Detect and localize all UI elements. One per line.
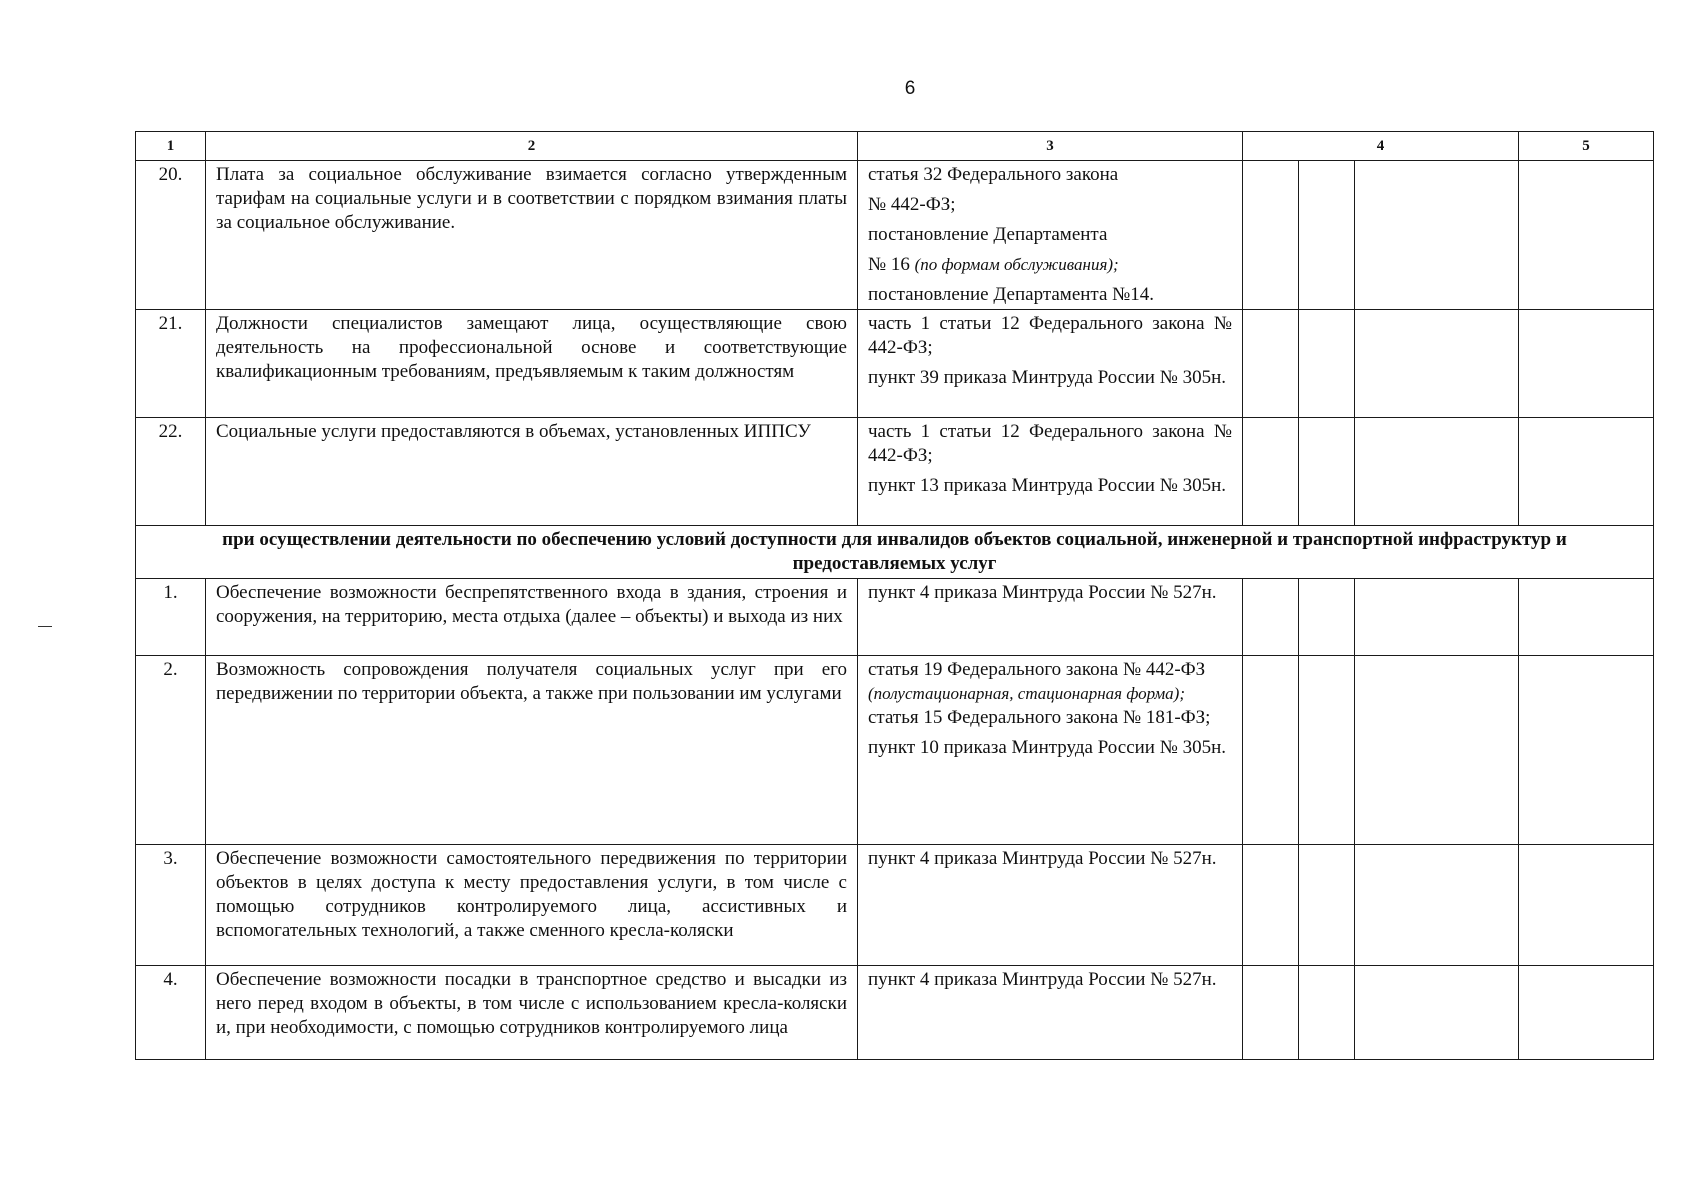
legal-reference [868,193,1232,217]
check-cell-4c [1355,966,1519,1060]
requirement-text: Обеспечение возможности беспрепятственного входа в здания, строения и сооружения, на территорию, места отдыха (далее – объекты) и выхода из них [206,579,858,656]
section-heading: при осуществлении деятельности по обеспечению условий доступности для инвалидов объектов социальной, инженерной и транспортной инфраструктур и предоставляемых услуг [136,526,1654,579]
legal-reference [868,847,1232,871]
legal-reference [868,682,1232,706]
reference-text: статья 19 Федерального закона № 442-ФЗ [868,659,1206,680]
check-cell-4a [1243,579,1299,656]
header-col-3: 3 [858,132,1243,161]
check-cell-4b [1299,845,1355,966]
row-number: 3. [136,845,206,966]
requirement-text: Возможность сопровождения получателя социальных услуг при его передвижении по территории объекта, а также при пользовании им услугами [206,656,858,845]
check-cell-4a [1243,966,1299,1060]
check-cell-5 [1519,579,1654,656]
legal-reference [868,581,1232,605]
check-cell-4b [1299,656,1355,845]
header-col-4: 4 [1243,132,1519,161]
legal-reference [868,283,1232,307]
table-row [136,579,1654,656]
header-col-2: 2 [206,132,858,161]
check-cell-5 [1519,966,1654,1060]
table-row [136,845,1654,966]
reference-text: часть 1 статьи 12 Федерального закона № 442-ФЗ; [868,313,1232,358]
check-cell-5 [1519,418,1654,526]
legal-reference-cell [858,579,1243,656]
check-cell-4b [1299,966,1355,1060]
reference-text: статья 15 Федерального закона № 181-ФЗ; [868,707,1211,728]
legal-reference-cell [858,845,1243,966]
legal-reference [868,366,1232,390]
legal-reference [868,658,1232,682]
reference-text: пункт 4 приказа Минтруда России № 527н. [868,848,1217,869]
reference-text: статья 32 Федерального закона [868,164,1119,185]
check-cell-5 [1519,161,1654,310]
header-row [136,132,1654,161]
check-cell-5 [1519,656,1654,845]
reference-text: постановление Департамента №14. [868,284,1155,305]
row-number: 21. [136,310,206,418]
check-cell-4c [1355,656,1519,845]
reference-text: № 442-ФЗ; [868,194,956,215]
legal-reference [868,474,1232,498]
table-body [136,161,1654,1060]
requirement-text: Плата за социальное обслуживание взимается согласно утвержденным тарифам на социальные услуги и в соответствии с порядком взимания платы за социальное обслуживание. [206,161,858,310]
check-cell-4a [1243,845,1299,966]
check-cell-4b [1299,310,1355,418]
check-cell-5 [1519,310,1654,418]
row-number: 4. [136,966,206,1060]
reference-text: пункт 13 приказа Минтруда России № 305н. [868,475,1227,496]
margin-mark [38,626,52,627]
reference-text: № 16 [868,254,915,275]
table-row [136,161,1654,310]
legal-reference-cell [858,656,1243,845]
reference-note: (полустационарная, стационарная форма); [868,684,1185,703]
reference-text: пункт 4 приказа Минтруда России № 527н. [868,969,1217,990]
check-cell-4a [1243,310,1299,418]
checklist-table [135,131,1654,1060]
requirement-text: Обеспечение возможности самостоятельного передвижения по территории объектов в целях доступа к месту предоставления услуги, в том числе с помощью сотрудников контролируемого лица, ассистивных и вспомогательных технологий, а также сменного кресла-коляски [206,845,858,966]
row-number: 20. [136,161,206,310]
legal-reference [868,736,1232,760]
header-col-1: 1 [136,132,206,161]
check-cell-4a [1243,418,1299,526]
row-number: 22. [136,418,206,526]
legal-reference-cell [858,310,1243,418]
check-cell-4c [1355,845,1519,966]
reference-text: пункт 39 приказа Минтруда России № 305н. [868,367,1227,388]
check-cell-4c [1355,579,1519,656]
table-row [136,418,1654,526]
row-number: 1. [136,579,206,656]
check-cell-4b [1299,161,1355,310]
check-cell-4a [1243,161,1299,310]
requirement-text: Должности специалистов замещают лица, осуществляющие свою деятельность на профессиональной основе и соответствующие квалификационным требованиям, предъявляемым к таким должностям [206,310,858,418]
legal-reference [868,253,1232,277]
check-cell-4a [1243,656,1299,845]
legal-reference [868,420,1232,468]
requirement-text: Обеспечение возможности посадки в транспортное средство и высадки из него перед входом в объекты, в том числе с использованием кресла-коляски и, при необходимости, с помощью сотрудников контролируемого лица [206,966,858,1060]
legal-reference [868,968,1232,992]
section-row [136,526,1654,579]
reference-text: постановление Департамента [868,224,1108,245]
requirement-text: Социальные услуги предоставляются в объемах, установленных ИППСУ [206,418,858,526]
row-number: 2. [136,656,206,845]
legal-reference [868,223,1232,247]
check-cell-4c [1355,310,1519,418]
legal-reference-cell [858,161,1243,310]
header-col-5: 5 [1519,132,1654,161]
legal-reference-cell [858,418,1243,526]
table-row [136,310,1654,418]
legal-reference [868,706,1232,730]
legal-reference-cell [858,966,1243,1060]
table-row [136,656,1654,845]
reference-text: пункт 4 приказа Минтруда России № 527н. [868,582,1217,603]
legal-reference [868,163,1232,187]
check-cell-4c [1355,418,1519,526]
check-cell-4c [1355,161,1519,310]
reference-note: (по формам обслуживания); [914,255,1119,274]
check-cell-4b [1299,418,1355,526]
check-cell-5 [1519,845,1654,966]
reference-text: пункт 10 приказа Минтруда России № 305н. [868,737,1227,758]
table-row [136,966,1654,1060]
page-number: 6 [904,78,916,99]
reference-text: часть 1 статьи 12 Федерального закона № 442-ФЗ; [868,421,1232,466]
legal-reference [868,312,1232,360]
check-cell-4b [1299,579,1355,656]
